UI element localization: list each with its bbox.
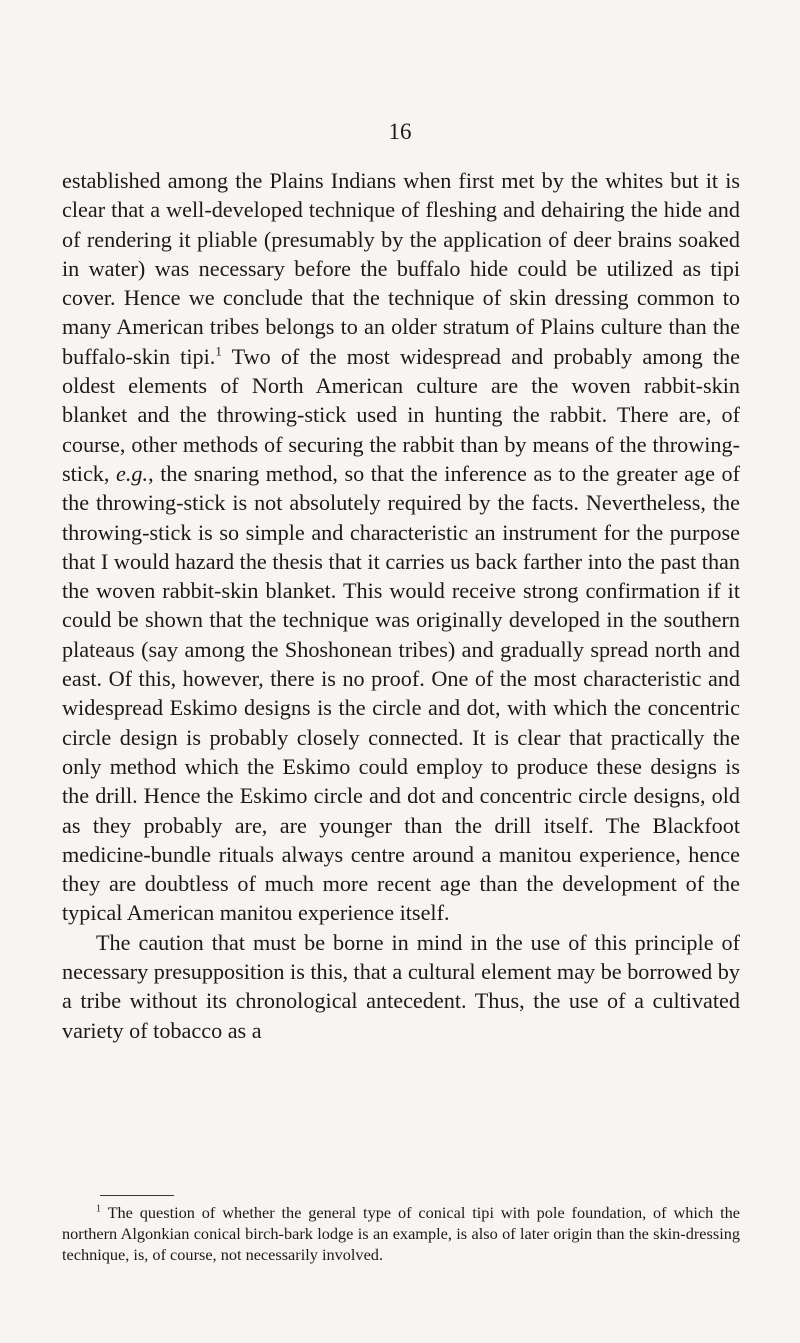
italic-abbreviation: e.g. — [116, 460, 149, 486]
footnote-marker: 1 — [96, 1203, 101, 1215]
footnote-divider — [100, 1195, 174, 1196]
body-text — [62, 166, 740, 1045]
paragraph-text: , the snaring method, so that the inference as to the greater age of the throwing-stick is not absolutely required by the facts. Nevertheless, the throwing-stick is so simple and characteristic an instrument for the purpose that I would hazard the thesis that it carries us back farther into the past than the woven rabbit-skin blanket. This would receive strong confirmation if it could be shown that the technique was originally developed in the southern plateaus (say among the Shoshonean tribes) and gradually spread north and east. Of this, however, there is no proof. One of the most characteristic and widespread Eskimo designs is the circle and dot, with which the concentric circle design is probably closely connected. It is clear that practically the only method which the Eskimo could employ to produce these designs is the drill. Hence the Eskimo circle and dot and concentric circle designs, old as they probably are, are younger than the drill itself. The Blackfoot medicine-bundle rituals always centre around a manitou experience, hence they are doubtless of much more recent age than the development of the typical American manitou experience itself. — [62, 460, 740, 926]
page-number: 16 — [388, 119, 412, 144]
footnote — [62, 1202, 740, 1265]
paragraph-text: The caution that must be borne in mind in the use of this principle of necessary presupposition is this, that a cultural element may be borrowed by a tribe without its chronological antecedent. Thus, the use of a cultivated variety of tobacco as a — [62, 929, 740, 1043]
paragraph — [62, 928, 740, 1045]
paragraph-text: Two of the most widespread and probably among the oldest elements of North American culture are the woven rabbit-skin blanket and the throwing-stick used in hunting the rabbit. There are, of course, other methods of securing the rabbit than by means of the throwing-stick, — [62, 343, 740, 486]
footnote-text: The question of whether the general type of conical tipi with pole foundation, of which the northern Algonkian conical birch-bark lodge is an example, is also of later origin than the skin-dressing technique, is, of course, not necessarily involved. — [62, 1203, 740, 1264]
footnote-reference: 1 — [215, 343, 222, 359]
paragraph — [62, 166, 740, 928]
paragraph-text: established among the Plains Indians when first met by the whites but it is clear that a well-developed technique of fleshing and dehairing the hide and of rendering it pliable (presumably by the application of deer brains soaked in water) was necessary before the buffalo hide could be utilized as tipi cover. Hence we conclude that the technique of skin dressing common to many American tribes belongs to an older stratum of Plains culture than the buffalo-skin tipi. — [62, 168, 740, 369]
